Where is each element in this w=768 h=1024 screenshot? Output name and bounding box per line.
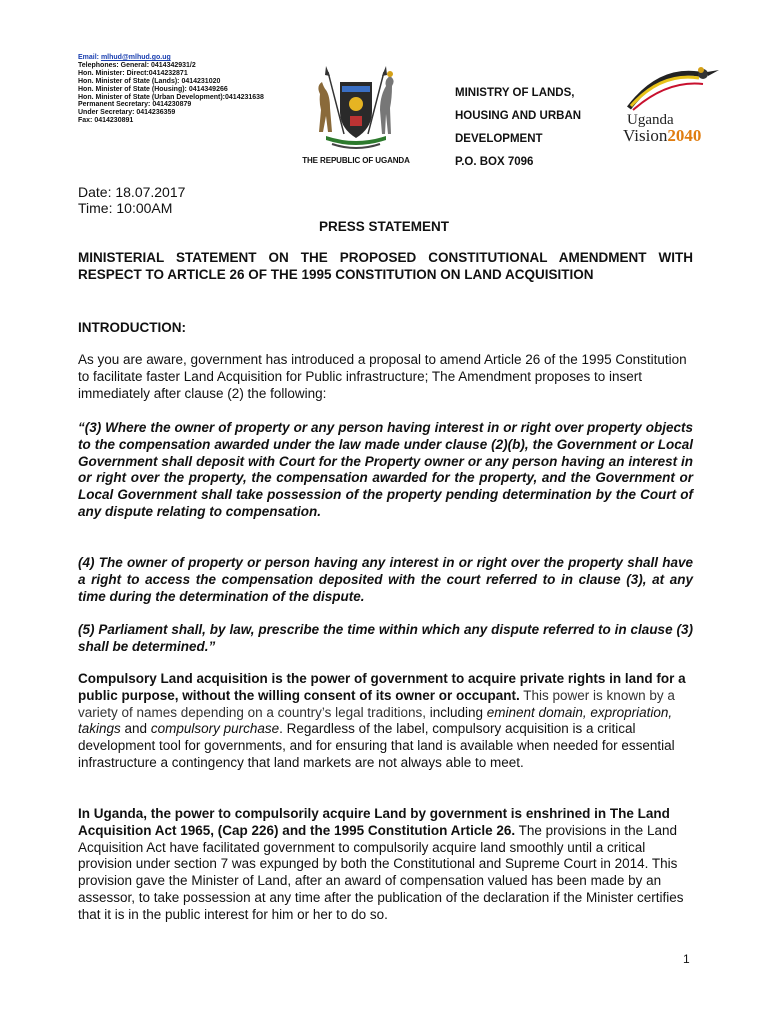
- contact-block: [78, 54, 264, 125]
- contact-line-minister: Hon. Minister: Direct:0414232871: [78, 69, 188, 77]
- press-statement-title: PRESS STATEMENT: [318, 219, 449, 234]
- ministry-line: P.O. BOX 7096: [455, 156, 534, 168]
- uganda-law-text: The provisions in the Land Acquisition Act have facilitated government to compulsorily acquire land smoothly until a critical provision under section 7 was expunged by both the Constitutional and Supreme Court in 2014. This provision gave the Minister of Land, after an award of compensation valued has been made by an assessor, to take possession at any time after the publication of the declaration if the Minister certifies that it is in the public interest for him or her to do so.: [78, 822, 684, 922]
- compulsory-text-c: . Regardless of the label, compulsory acquisition is a critical development tool for governments, and for ensuring that land is available when needed for essential infrastructure a contingency that land markets are not always able to meet.: [78, 721, 675, 770]
- time-line: Time: 10:00AM: [78, 200, 173, 216]
- republic-caption: THE REPUBLIC OF UGANDA: [302, 156, 410, 165]
- ministry-line: HOUSING AND URBAN: [455, 110, 582, 122]
- uganda-vision-2040-logo: [621, 64, 731, 154]
- contact-line-fax: Fax: 0414230891: [78, 117, 134, 125]
- quoted-clause-5: (5) Parliament shall, by law, prescribe the time within which any dispute referred to in clause (3) shall be determined.”: [78, 622, 693, 654]
- compulsory-names-intro: This power is known by a variety of names depending on a country’s legal traditions,: [78, 687, 675, 720]
- compulsory-definition: Compulsory Land acquisition is the power of government to acquire private rights in land for a public purpose, without the willing consent of its owner or occupant.: [78, 671, 686, 703]
- introduction-heading: INTRODUCTION:: [78, 320, 186, 335]
- compulsory-text-a: including: [429, 704, 487, 720]
- vision-word-vision: [623, 126, 701, 146]
- contact-line-telephones: Telephones: General: 0414342931/2: [78, 61, 196, 69]
- compulsory-purchase-term: compulsory purchase: [150, 721, 280, 737]
- ministry-address: [455, 82, 581, 174]
- contact-line-ps: Permanent Secretary: 0414230879: [78, 101, 192, 109]
- contact-line-lands: Hon. Minister of State (Lands): 0414231020: [78, 77, 221, 85]
- compulsory-terms: eminent domain, expropriation, takings: [78, 704, 673, 737]
- quoted-clause-4: (4) The owner of property or person having any interest in or right over the property shall have a right to access the compensation deposited with the court referred to in clause (3), at any time during the determination of the dispute.: [78, 555, 693, 604]
- introduction-paragraph: As you are aware, government has introduced a proposal to amend Article 26 of the 1995 Constitution to facilitate faster Land Acquisition for Public infrastructure; The Amendment proposes to insert immediately after clause (2) the following:: [78, 352, 687, 401]
- date-time-block: [78, 184, 185, 216]
- ministry-line: DEVELOPMENT: [455, 133, 543, 145]
- date-line: Date: 18.07.2017: [78, 184, 186, 200]
- uganda-law-lead: In Uganda, the power to compulsorily acquire Land by government is enshrined in The Land Acquisition Act 1965, (Cap 226) and the 1995 Constitution Article 26.: [78, 806, 670, 838]
- contact-line-housing: Hon. Minister of State (Housing): 0414349266: [78, 85, 228, 93]
- coat-of-arms: [296, 64, 416, 165]
- email-label: Email:: [78, 54, 101, 61]
- compulsory-acquisition-paragraph: [78, 671, 693, 772]
- coat-of-arms-emblem: [306, 64, 406, 154]
- uganda-law-paragraph: [78, 806, 693, 924]
- compulsory-text-b: and: [120, 721, 151, 737]
- crane-bird-icon: [621, 64, 731, 114]
- quoted-clause-3: “(3) Where the owner of property or any person having interest in or right over property objects to the compensation awarded under the law made under clause (2)(b), the Government or Local Government shall deposit with Court for the Property owner or any person having an interest in or right over the property, the compensation awarded for the property, and the Government or Local Government shall take possession of the property pending determination by the Court of any dispute relating to compensation.: [78, 420, 693, 519]
- contact-line-us: Under Secretary: 0414236359: [78, 109, 176, 117]
- email-link[interactable]: mlhud@mlhud.go.ug: [100, 54, 171, 61]
- vision-year: 2040: [667, 126, 702, 145]
- email-line: [78, 54, 264, 62]
- ministry-line: MINISTRY OF LANDS,: [455, 87, 575, 99]
- page-number: 1: [683, 952, 690, 966]
- contact-line-urban: Hon. Minister of State (Urban Development):0414231638: [78, 93, 264, 101]
- statement-heading: MINISTERIAL STATEMENT ON THE PROPOSED CONSTITUTIONAL AMENDMENT WITH RESPECT TO ARTICLE 26 OF THE 1995 CONSTITUTION ON LAND ACQUISITION: [78, 250, 693, 282]
- vision-word: Vision: [623, 126, 668, 145]
- vision-word-uganda: Uganda: [627, 112, 674, 128]
